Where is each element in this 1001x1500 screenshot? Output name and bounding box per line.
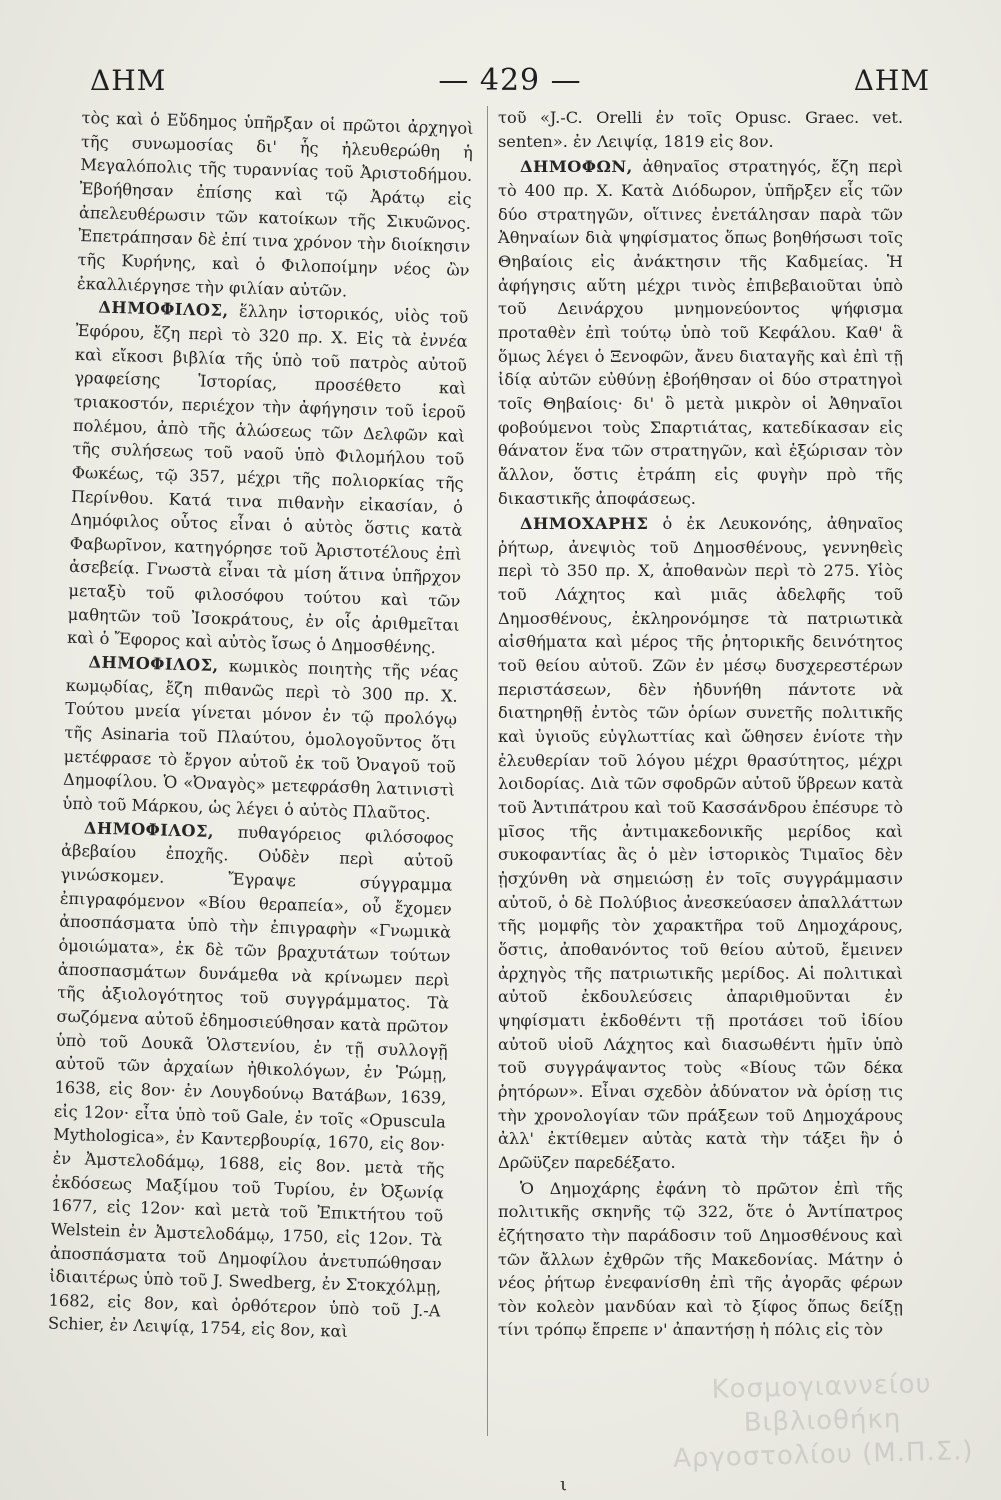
entry-body: κωμικὸς ποιητὴς τῆς νέας κωμῳδίας, ἔζη πιθανῶς περὶ τὸ 300 πρ. Χ. Τούτου μνεία γίνεται μόνον ἐν τῷ προλόγῳ τῆς Asinaria τοῦ Πλαύτου, ὁμολογοῦντος ὅτι μετέφρασε τὸ ἔργον αὐτοῦ ἐκ τοῦ Ὀναγοῦ τοῦ Δημοφίλου. Ὁ «Ὀναγὸς» μετεφράσθη λατινιστὶ ὑπὸ τοῦ Μάρκου, ὡς λέγει ὁ αὐτὸς Πλαῦτος. bbox=[62, 656, 459, 824]
header-right-guide-word: ΔΗΜ bbox=[853, 63, 930, 97]
right-column bbox=[487, 106, 903, 1436]
entry-demophilos-comic-poet bbox=[62, 650, 458, 826]
header-left-guide-word: ΔΗΜ bbox=[90, 63, 167, 97]
entry-body: ἕλλην ἱστορικός, υἱὸς τοῦ Ἐφόρου, ἔζη περὶ τὸ 320 πρ. Χ. Εἰς τὰ ἐννέα καὶ εἴκοσι βιβλία τῆς ὑπὸ τοῦ πατρὸς αὐτοῦ γραφείσης Ἱστορίας, προσέθετο καὶ τριακοστόν, περιέχον τὴν ἀφήγησιν τοῦ ἱεροῦ πολέμου, ἀπὸ τῆς ἁλώσεως τῶν Δελφῶν καὶ τῆς συλήσεως τοῦ ναοῦ ὑπὸ Φιλομήλου τοῦ Φωκέως, τῷ 357, μέχρι τῆς πολιορκίας τῆς Περίνθου. Κατά τινα πιθανὴν εἰκασίαν, ὁ Δημόφιλος οὗτος εἶναι ὁ αὐτὸς ὅστις κατὰ Φαβωρῖνον, κατηγόρησε τοῦ Ἀριστοτέλους ἐπὶ ἀσεβείᾳ. Γνωστὰ εἶναι τὰ μίση ἅτινα ὑπῆρχον μεταξὺ τοῦ φιλοσόφου τούτου καὶ τῶν μαθητῶν τοῦ Ἰσοκράτους, ἐν οἷς ἀριθμεῖται καὶ ὁ Ἔφορος καὶ αὐτὸς ἴσως ὁ Δημοσθένης. bbox=[66, 301, 469, 658]
entry-headword: ΔΗΜΟΦΙΛΟΣ, bbox=[88, 652, 219, 676]
running-header bbox=[90, 60, 930, 100]
entry-body: ἀθηναῖος στρατηγός, ἔζη περὶ τὸ 400 πρ. Χ. Κατὰ Διόδωρον, ὑπῆρξεν εἷς τῶν δύο στρατηγῶν, οἵτινες ἐνετάλησαν παρὰ τῶν Ἀθηναίων διὰ ψηφίσματος ὅπως βοηθήσωσι τοῖς Θηβαίοις εἰς ἀνάκτησιν τῆς Καδμείας. Ἡ ἀφήγησις αὕτη μέχρι τινὸς ἐπιβεβαιοῦται ὑπὸ τοῦ Δεινάρχου μνημονεύοντος ψήφισμα προταθὲν ἐπὶ τούτῳ ὑπὸ τοῦ Κεφάλου. Καθ' ἃ ὅμως λέγει ὁ Ξενοφῶν, ἄνευ διαταγῆς καὶ ἐπὶ τῇ ἰδίᾳ αὐτῶν εὐθύνῃ ἐβοήθησαν οἱ δύο στρατηγοὶ τοῖς Θηβαίοις· δι' ὃ μετὰ μικρὸν οἱ Ἀθηναῖοι φοβούμενοι τοὺς Σπαρτιάτας, κατεδίκασαν εἰς θάνατον ἕνα τῶν στρατηγῶν, καὶ ἐξώρισαν τὸν ἄλλον, ὅστις ἐτράπη εἰς φυγὴν πρὸ τῆς δικαστικῆς ἀποφάσεως. bbox=[498, 157, 903, 508]
entry-demochares-continued: Ὁ Δημοχάρης ἐφάνη τὸ πρῶτον ἐπὶ τῆς πολιτικῆς σκηνῆς τῷ 322, ὅτε ὁ Ἀντίπατρος ἐζήτησατο τὴν παράδοσιν τοῦ Δημοσθένους καὶ τῶν ἄλλων ἐχθρῶν τῆς Μακεδονίας. Μάτην ὁ νέος ῥήτωρ ἐνεφανίσθη ἐπὶ τῆς ἀγορᾶς φέρων τὸν κολεὸν μανδύαν καὶ τὸ ξίφος ὅπως δείξῃ τίνι τρόπῳ ἔπρεπε ν' ἀπαντήσῃ ἡ πόλις εἰς τὸν bbox=[498, 1178, 903, 1340]
continued-entry-text: τοῦ «J.-C. Orelli ἐν τοῖς Opusc. Graec. vet. senten». ἐν Λειψίᾳ, 1819 εἰς 8ον. bbox=[498, 108, 903, 151]
footer-mark: ι bbox=[560, 1474, 568, 1495]
entry-body: ὁ ἐκ Λευκονόης, ἀθηναῖος ῥήτωρ, ἀνεψιὸς τοῦ Δημοσθένους, γεννηθεὶς περὶ τὸ 350 πρ. Χ, ἀποθανὼν περὶ τὸ 275. Υἱὸς τοῦ Λάχητος καὶ μιᾶς ἀδελφῆς τοῦ Δημοσθένους, ἐκληρονόμησε τὰ πατριωτικὰ αἰσθήματα καὶ μέρος τῆς ῥητορικῆς δεινότητος τοῦ θείου αὐτοῦ. Ζῶν ἐν μέσῳ δυσχερεστέρων περιστάσεων, δὲν ἠδυνήθη πάντοτε νὰ διατηρηθῇ ἐντὸς τῶν ὁρίων συνετῆς πολιτικῆς καὶ ὑγιοῦς εὐγλωττίας καὶ ὤθησεν ἐνίοτε τὴν ἐλευθερίαν τοῦ λόγου μέχρι θρασύτητος, μέχρι λοιδορίας. Διὰ τῶν σφοδρῶν αὐτοῦ ὕβρεων κατὰ τοῦ Ἀντιπάτρου καὶ τοῦ Κασσάνδρου ἐπέσυρε τὸ μῖσος τῆς ἀντιμακεδονικῆς μερίδος καὶ συκοφαντίας ἃς ὁ μὲν ἱστορικὸς Τιμαῖος δὲν ᾐσχύνθη νὰ σημειώσῃ ἐν τοῖς συγγράμμασιν αὐτοῦ, ὁ δὲ Πολύβιος ἀνεσκεύασεν ἀπαλλάττων τῆς μομφῆς τὸν χαρακτῆρα τοῦ Δημοχάρους, ὅστις, ἀποθανόντος τοῦ θείου αὐτοῦ, ἔμεινεν ἀρχηγὸς τῆς πατριωτικῆς μερίδος. Αἱ πολιτικαὶ αὐτοῦ ἐκδουλεύσεις ἀπαριθμοῦνται ἐν ψηφίσματι ἐκδοθέντι τῇ προτάσει τοῦ ἰδίου αὐτοῦ υἱοῦ Λάχητος καὶ διασωθέντι ἡμῖν ὑπὸ τοῦ συγγράψαντος τοὺς «Βίους τῶν δέκα ῥητόρων». Εἶναι σχεδὸν ἀδύνατον νὰ ὁρίσῃ τις τὴν χρονολογίαν τῶν πράξεων τοῦ Δημοχάρους ἀλλ' ἐκτίθεμεν αὐτὰς κατὰ τὴν τάξει ἣν ὁ Δρῶϋζεν παρεδέξατο. bbox=[498, 514, 903, 1172]
entry-headword: ΔΗΜΟΦΙΛΟΣ, bbox=[83, 818, 215, 841]
continued-entry-text: τὸς καὶ ὁ Εὔδημος ὑπῆρξαν οἱ πρῶτοι ἀρχηγοὶ τῆς συνωμοσίας δι' ἧς ἠλευθερώθη ἡ Μεγαλόπολις τῆς τυραννίας τοῦ Ἀριστοδήμου. Ἐβοήθησαν ἐπίσης καὶ τῷ Ἀράτῳ εἰς ἀπελευθέρωσιν τῶν κατοίκων τῆς Σικυῶνος. Ἐπετράπησαν δὲ ἐπί τινα χρόνον τὴν διοίκησιν τῆς Κυρήνης, καὶ ὁ Φιλοποίμην νέος ὢν ἐκαλλιέργησε τὴν φιλίαν αὐτῶν. bbox=[76, 107, 474, 301]
entry-demophon bbox=[498, 155, 903, 510]
entry-body: πυθαγόρειος φιλόσοφος ἀβεβαίου ἐποχῆς. Οὐδὲν περὶ αὐτοῦ γινώσκομεν. Ἔγραψε σύγγραμμα ἐπιγραφόμενον «Βίου θεραπεία», οὗ ἔχομεν ἀποσπάσματα ὑπὸ τὴν ἐπιγραφὴν «Γνωμικὰ ὁμοιώματα», ἐκ δὲ τῶν βραχυτάτων τούτων ἀποσπασμάτων δυνάμεθα νὰ κρίνωμεν περὶ τῆς ἀξιολογότητος τοῦ συγγράμματος. Τὰ σωζόμενα αὐτοῦ ἐδημοσιεύθησαν κατὰ πρῶτον ὑπὸ τοῦ Δουκᾶ Ὁλστενίου, ἐν τῇ συλλογῇ αὐτοῦ τῶν ἀρχαίων ἠθικολόγων, ἐν Ῥώμῃ, 1638, εἰς 8ον· ἐν Λουγδούνῳ Βατάβων, 1639, εἰς 12ον· εἶτα ὑπὸ τοῦ Gale, ἐν τοῖς «Opuscula Mythologica», ἐν Καντερβουρίᾳ, 1670, εἰς 8ον· ἐν Ἀμστελοδάμῳ, 1688, εἰς 8ον. μετὰ τῆς ἐκδόσεως Μαξίμου τοῦ Τυρίου, ἐν Ὀξωνίᾳ 1677, εἰς 12ον· καὶ μετὰ τοῦ Ἐπικτήτου τοῦ Welstein ἐν Ἀμστελοδάμῳ, 1750, εἰς 12ον. Τὰ ἀποσπάσματα τοῦ Δημοφίλου ἀνετυπώθησαν ἰδιαιτέρως ὑπὸ τοῦ J. Swedberg, ἐν Στοκχόλμῃ, 1682, εἰς 8ον, καὶ ὀρθότερον ὑπὸ τοῦ J.-A Schier, ἐν Λειψίᾳ, 1754, εἰς 8ον, καὶ bbox=[47, 821, 454, 1342]
entry-headword: ΔΗΜΟΦΙΛΟΣ, bbox=[98, 297, 229, 321]
entry-headword: ΔΗΜΟΧΑΡΗΣ bbox=[520, 514, 649, 534]
page-number: — 429 — bbox=[438, 62, 582, 98]
entry-demochares bbox=[498, 512, 903, 1174]
library-watermark: Κοσμογιαννείου Βιβλιοθήκη Αργοστολίου (Μ.Π.Σ.) bbox=[672, 1369, 974, 1474]
left-column bbox=[45, 106, 474, 1446]
entry-demophilos-philosopher bbox=[48, 815, 454, 1346]
entry-demophilos-historian bbox=[67, 295, 469, 661]
entry-headword: ΔΗΜΟΦΩΝ, bbox=[520, 157, 633, 177]
